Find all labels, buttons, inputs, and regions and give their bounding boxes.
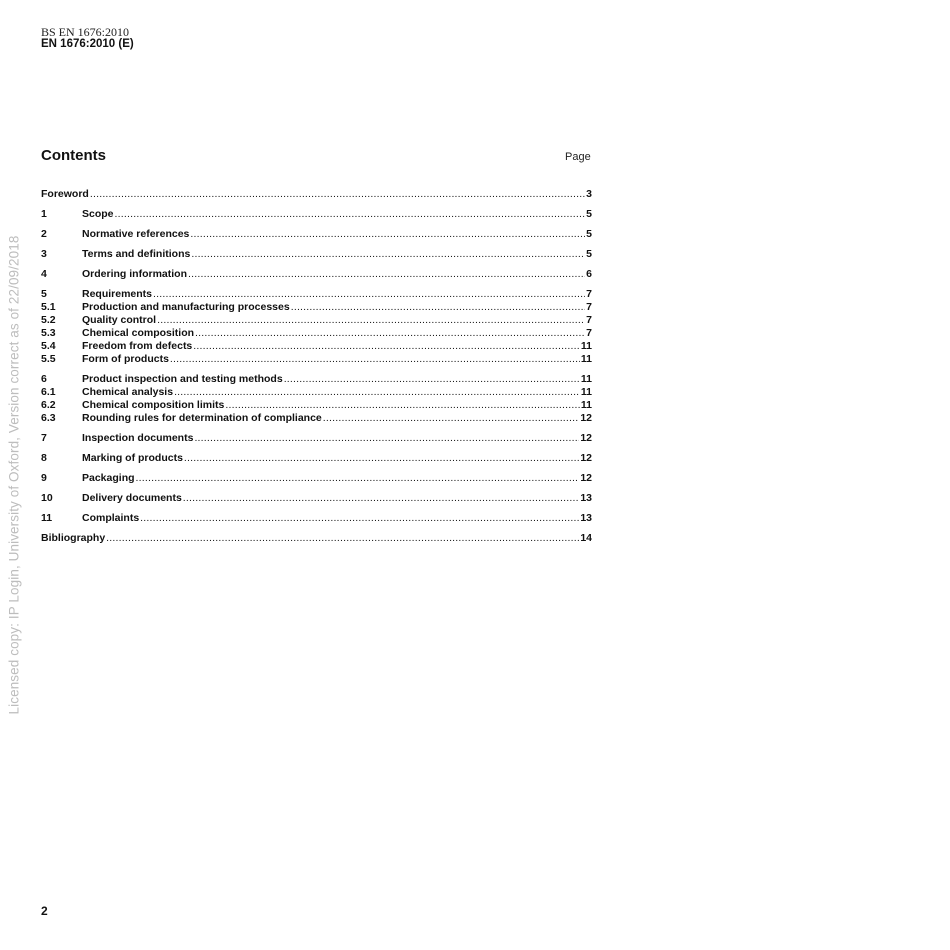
toc-entry-chemical-composition[interactable]: [41, 327, 592, 340]
contents-title: Contents: [41, 147, 106, 164]
toc-leader-dots: [153, 288, 585, 301]
toc-entry-number: 9: [41, 472, 47, 484]
toc-entry-label: Delivery documents: [82, 492, 182, 504]
toc-entry-label: Ordering information: [82, 268, 187, 280]
toc-entry-number: 2: [41, 228, 47, 240]
toc-entry-ordering-information[interactable]: [41, 268, 592, 281]
toc-entry-number: 11: [41, 512, 53, 524]
toc-entry-page: 7: [586, 288, 592, 300]
toc-entry-label: Form of products: [82, 353, 169, 365]
toc-entry-inspection-documents[interactable]: [41, 432, 592, 445]
toc-entry-label: Terms and definitions: [82, 248, 191, 260]
toc-entry-number: 3: [41, 248, 47, 260]
toc-entry-label: Packaging: [82, 472, 135, 484]
toc-entry-page: 7: [586, 327, 592, 339]
toc-leader-dots: [323, 412, 580, 425]
toc-entry-page: 11: [580, 373, 592, 385]
toc-entry-number: 6.1: [41, 386, 56, 398]
toc-entry-label: Scope: [82, 208, 114, 220]
toc-entry-label: Chemical composition: [82, 327, 195, 339]
toc-leader-dots: [140, 512, 579, 525]
toc-entry-page: 5: [586, 208, 592, 220]
toc-leader-dots: [291, 301, 585, 314]
toc-entry-normative-references[interactable]: [41, 228, 592, 241]
toc-entry-number: 5.2: [41, 314, 56, 326]
toc-entry-label: Production and manufacturing processes: [82, 301, 290, 313]
toc-entry-number: 6.3: [41, 412, 56, 424]
toc-entry-production-and-manufacturing[interactable]: [41, 301, 592, 314]
toc-entry-page: 11: [580, 386, 592, 398]
toc-entry-label: Requirements: [82, 288, 153, 300]
toc-entry-page: 5: [586, 228, 592, 240]
toc-entry-label: Bibliography: [41, 532, 106, 544]
toc-entry-number: 10: [41, 492, 53, 504]
toc-leader-dots: [191, 248, 585, 261]
toc-leader-dots: [195, 327, 585, 340]
toc-entry-page: 11: [580, 340, 592, 352]
toc-entry-number: 4: [41, 268, 47, 280]
toc-entry-number: 5: [41, 288, 47, 300]
toc-entry-product-inspection[interactable]: [41, 373, 592, 386]
document-standard-subtitle: EN 1676:2010 (E): [41, 38, 134, 50]
toc-entry-page: 7: [586, 301, 592, 313]
toc-leader-dots: [115, 208, 586, 221]
toc-leader-dots: [190, 228, 585, 241]
toc-entry-rounding-rules[interactable]: [41, 412, 592, 425]
toc-leader-dots: [193, 340, 580, 353]
toc-leader-dots: [183, 492, 580, 505]
toc-entry-page: 12: [580, 472, 592, 484]
toc-entry-number: 1: [41, 208, 47, 220]
toc-entry-label: Quality control: [82, 314, 157, 326]
toc-leader-dots: [188, 268, 585, 281]
toc-entry-number: 5.1: [41, 301, 56, 313]
toc-entry-page: 12: [580, 432, 592, 444]
toc-entry-freedom-from-defects[interactable]: [41, 340, 592, 353]
toc-entry-label: Marking of products: [82, 452, 183, 464]
toc-entry-page: 14: [580, 532, 592, 544]
toc-leader-dots: [157, 314, 585, 327]
toc-entry-page: 13: [580, 512, 592, 524]
toc-entry-quality-control[interactable]: [41, 314, 592, 327]
toc-entry-form-of-products[interactable]: [41, 353, 592, 366]
toc-leader-dots: [174, 386, 580, 399]
toc-entry-page: 5: [586, 248, 592, 260]
page-column-label: Page: [565, 151, 591, 163]
toc-entry-number: 5.4: [41, 340, 56, 352]
toc-entry-label: Product inspection and testing methods: [82, 373, 283, 385]
document-standard-id: BS EN 1676:2010: [41, 25, 130, 39]
toc-entry-page: 7: [586, 314, 592, 326]
toc-entry-page: 6: [586, 268, 592, 280]
license-watermark: Licensed copy: IP Login, University of Oxford, Version correct as of 22/09/2018: [6, 235, 22, 715]
toc-entry-complaints[interactable]: [41, 512, 592, 525]
toc-entry-number: 7: [41, 432, 47, 444]
toc-entry-delivery-documents[interactable]: [41, 492, 592, 505]
toc-entry-label: Complaints: [82, 512, 140, 524]
toc-entry-marking-of-products[interactable]: [41, 452, 592, 465]
toc-leader-dots: [225, 399, 580, 412]
toc-entry-packaging[interactable]: [41, 472, 592, 485]
table-of-contents: [41, 188, 592, 545]
footer-page-number: 2: [41, 904, 48, 918]
toc-leader-dots: [106, 532, 579, 545]
toc-entry-number: 5.5: [41, 353, 56, 365]
toc-entry-page: 12: [580, 412, 592, 424]
toc-entry-terms-and-definitions[interactable]: [41, 248, 592, 261]
toc-entry-label: Freedom from defects: [82, 340, 193, 352]
toc-leader-dots: [184, 452, 579, 465]
toc-entry-page: 3: [586, 188, 592, 200]
toc-entry-bibliography[interactable]: [41, 532, 592, 545]
toc-entry-chemical-composition-limits[interactable]: [41, 399, 592, 412]
toc-entry-foreword[interactable]: [41, 188, 592, 201]
toc-entry-page: 11: [580, 353, 592, 365]
toc-entry-number: 8: [41, 452, 47, 464]
toc-entry-requirements[interactable]: [41, 288, 592, 301]
toc-entry-page: 12: [580, 452, 592, 464]
toc-entry-label: Foreword: [41, 188, 89, 200]
toc-entry-label: Chemical composition limits: [82, 399, 225, 411]
toc-entry-number: 6.2: [41, 399, 56, 411]
toc-entry-label: Normative references: [82, 228, 190, 240]
toc-leader-dots: [136, 472, 580, 485]
toc-entry-label: Chemical analysis: [82, 386, 174, 398]
toc-leader-dots: [170, 353, 580, 366]
toc-entry-chemical-analysis[interactable]: [41, 386, 592, 399]
toc-entry-label: Rounding rules for determination of compliance: [82, 412, 322, 424]
toc-entry-label: Inspection documents: [82, 432, 194, 444]
toc-entry-scope[interactable]: [41, 208, 592, 221]
toc-leader-dots: [284, 373, 580, 386]
toc-entry-number: 6: [41, 373, 47, 385]
toc-entry-number: 5.3: [41, 327, 56, 339]
toc-entry-page: 13: [580, 492, 592, 504]
toc-leader-dots: [90, 188, 585, 201]
toc-entry-page: 11: [580, 399, 592, 411]
toc-leader-dots: [194, 432, 579, 445]
